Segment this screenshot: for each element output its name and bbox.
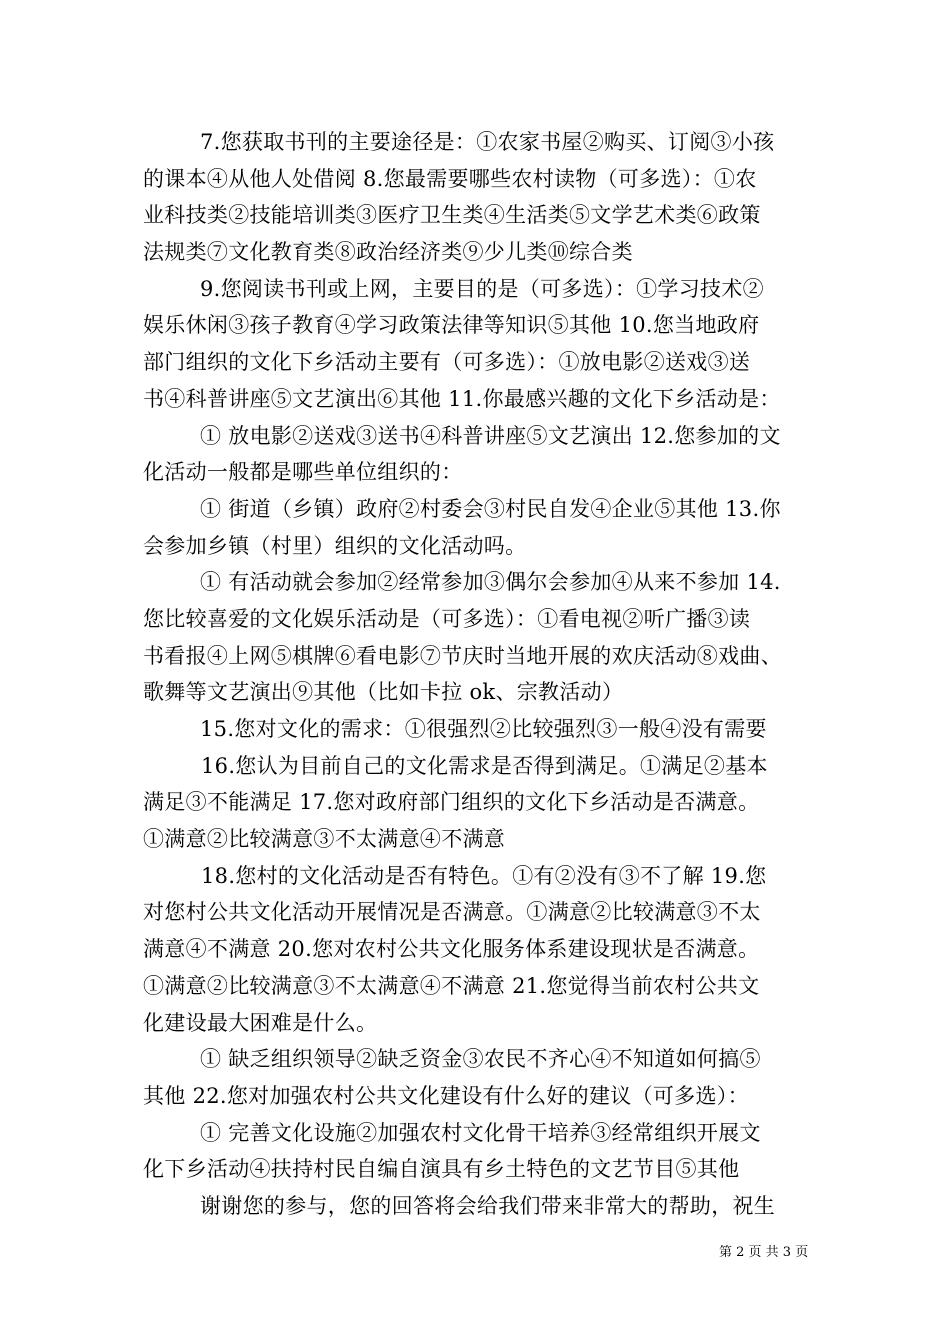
- text-line: ①满意②比较满意③不太满意④不满意 21.您觉得当前农村公共文: [143, 973, 760, 998]
- text-line: ① 放电影②送戏③送书④科普讲座⑤文艺演出 12.您参加的文: [200, 423, 781, 448]
- text-line: 娱乐休闲③孩子教育④学习政策法律等知识⑤其他 10.您当地政府: [143, 313, 760, 338]
- text-line: ① 有活动就会参加②经常参加③偶尔会参加④从来不参加 14.: [200, 570, 781, 595]
- text-line: 部门组织的文化下乡活动主要有（可多选）：①放电影②送戏③送: [143, 350, 751, 375]
- text-line: 化下乡活动④扶持村民自编自演具有乡土特色的文艺节目⑤其他: [143, 1157, 740, 1182]
- text-line: 16.您认为目前自己的文化需求是否得到满足。①满足②基本: [201, 753, 768, 778]
- text-line: 谢谢您的参与，您的回答将会给我们带来非常大的帮助，祝生: [200, 1193, 776, 1218]
- text-line: 歌舞等文艺演出⑨其他（比如卡拉 ok、宗教活动）: [143, 680, 624, 705]
- text-line: 业科技类②技能培训类③医疗卫生类④生活类⑤文学艺术类⑥政策: [143, 203, 761, 228]
- text-line: 18.您村的文化活动是否有特色。①有②没有③不了解 19.您: [201, 863, 767, 888]
- text-line: ① 街道（乡镇）政府②村委会③村民自发④企业⑤其他 13.你: [200, 496, 781, 521]
- text-line: 法规类⑦文化教育类⑧政治经济类⑨少儿类⑩综合类: [143, 240, 633, 265]
- text-line: 化活动一般都是哪些单位组织的：: [143, 460, 463, 485]
- text-line: 9.您阅读书刊或上网，主要目的是（可多选）：①学习技术②: [200, 276, 764, 301]
- text-line: 满意④不满意 20.您对农村公共文化服务体系建设现状是否满意。: [143, 937, 760, 962]
- page-number: 第 2 页 共 3 页: [719, 1245, 809, 1260]
- text-line: 其他 22.您对加强农村公共文化建设有什么好的建议（可多选）：: [143, 1083, 749, 1108]
- text-line: 书④科普讲座⑤文艺演出⑥其他 11.你最感兴趣的文化下乡活动是：: [143, 386, 781, 411]
- text-line: 对您村公共文化活动开展情况是否满意。①满意②比较满意③不太: [143, 900, 761, 925]
- text-line: 书看报④上网⑤棋牌⑥看电影⑦节庆时当地开展的欢庆活动⑧戏曲、: [143, 643, 782, 668]
- text-line: ① 完善文化设施②加强农村文化骨干培养③经常组织开展文: [200, 1120, 761, 1145]
- text-line: 您比较喜爱的文化娱乐活动是（可多选）：①看电视②听广播③读: [143, 606, 751, 631]
- text-line: 会参加乡镇（村里）组织的文化活动吗。: [143, 533, 527, 558]
- text-line: 7.您获取书刊的主要途径是：①农家书屋②购买、订阅③小孩: [200, 130, 775, 154]
- text-line: 满足③不能满足 17.您对政府部门组织的文化下乡活动是否满意。: [143, 790, 760, 815]
- text-line: 15.您对文化的需求：①很强烈②比较强烈③一般④没有需要: [200, 717, 767, 741]
- text-line: ① 缺乏组织领导②缺乏资金③农民不齐心④不知道如何搞⑤: [200, 1047, 761, 1072]
- document-body: [143, 124, 815, 1225]
- text-line: ①满意②比较满意③不太满意④不满意: [143, 827, 506, 852]
- text-line: 的课本④从他人处借阅 8.您最需要哪些农村读物（可多选）：①农: [143, 166, 757, 191]
- text-line: 化建设最大困难是什么。: [143, 1010, 378, 1035]
